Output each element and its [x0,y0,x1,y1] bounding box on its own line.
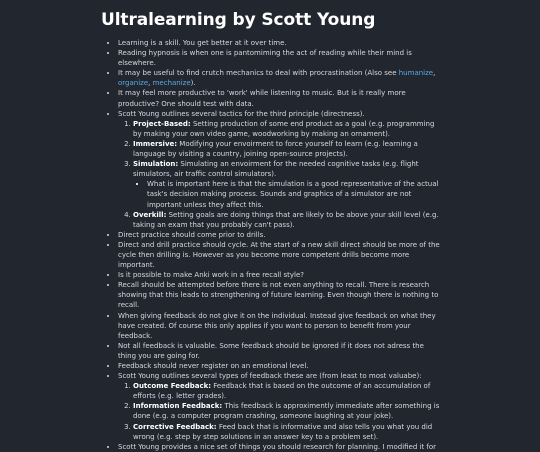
item-text: Scott Young outlines several tactics for the third principle (directness). [118,109,365,118]
link-separator: , [433,69,436,78]
humanize-link[interactable]: humanize [398,69,434,78]
article [101,10,441,452]
feedback-term: Corrective Feedback: [133,422,217,431]
feedback-item [133,381,441,401]
list-item [118,68,441,88]
page-title: Ultralearning by Scott Young [101,10,376,30]
directness-tactics-list [118,119,441,230]
tactic-term: Overkill: [133,210,167,219]
item-text: ). [190,79,196,88]
list-item: • It may feel more productive to 'work' while listening to music. But is it really more productive? One should test with data. [118,88,441,108]
feedback-item [133,422,441,442]
list-item [118,109,441,230]
list-item [118,371,441,442]
tactic-item [133,139,441,159]
list-item: • Direct and drill practice should cycle. At the start of a new skill direct should be more of the cycle then drilling is. However as you become more competent drills become more important. [118,240,441,270]
item-text: Scott Young outlines several types of feedback these are (from least to most valuabe): [118,372,422,381]
list-item: • Learning is a skill. You get better at it over time. [118,38,441,48]
feedback-types-list [118,381,441,442]
feedback-text: Feedback that is based on the outcome of an accumulation of efforts (e.g. letter grades). [133,382,431,401]
feedback-term: Information Feedback: [133,402,223,411]
list-item: • Scott Young provides a nice set of things you should research for planning. I modified it for [118,442,441,452]
tactic-term: Immersive: [133,139,178,148]
tactic-item [133,159,441,209]
tactic-text: Setting goals are doing things that are likely to be above your skill level (e.g. taking an exam that you probably can't pass). [133,210,439,229]
tactic-text: Simulating an envoirment for the needed cognitive tasks (e.g. flight simulators, air traffic control simulators). [133,160,419,179]
tactic-term: Project-Based: [133,119,191,128]
tactic-item [133,210,441,230]
list-item: • When giving feedback do not give it on the individual. Instead give feedback on what they have created. Of course this only applies if you want to person to benefit from your feedback. [118,311,441,341]
feedback-text: Feed back that is informative and also tells you what you did wrong (e.g. step by step solutions in an answer key to a problem set). [133,422,433,441]
tactic-text: Setting production of some end product as a goal (e.g. programming by making your own video game, woodworking by making an ornament). [133,119,435,138]
simulation-notes-list [133,179,441,209]
item-text: It may be useful to find crutch mechanics to deal with procrastination (Also see [118,69,399,78]
list-item: • Direct practice should come prior to drills. [118,230,441,240]
list-item: • Recall should be attempted before there is not even anything to recall. There is research showing that this leads to strengthening of future learning. Even though there is nothing to recall. [118,280,441,310]
tactic-text: Modifying your envoirment to force yourself to learn (e.g. learning a language by visiting a country, joining open-source projects). [133,139,418,159]
feedback-text: This feedback is approximently immediate after something is done (e.g. a computer program crashing, someone laughing at your joke). [133,402,440,421]
list-item: • Is it possible to make Anki work in a free recall style? [118,270,441,280]
organize-link[interactable]: organize [118,79,149,88]
tactic-item [133,119,441,139]
feedback-term: Outcome Feedback: [133,382,212,391]
list-item: • Reading hypnosis is when one is pantomiming the act of reading while their mind is elsewhere. [118,48,441,68]
link-separator: , [148,79,153,88]
feedback-item [133,401,441,421]
sub-list-item: ▪ What is important here is that the simulation is a good representative of the actual task's decision making process. Sounds and graphics of a simulator are not important unless they affect this. [147,179,441,209]
mechanize-link[interactable]: mechanize [152,79,191,88]
list-item: • Not all feedback is valuable. Some feedback should be ignored if it does not adress the thing you are going for. [118,341,441,361]
list-item: • Feedback should never register on an emotional level. [118,361,441,371]
notes-list [101,38,441,452]
tactic-term: Simulation: [133,160,179,169]
